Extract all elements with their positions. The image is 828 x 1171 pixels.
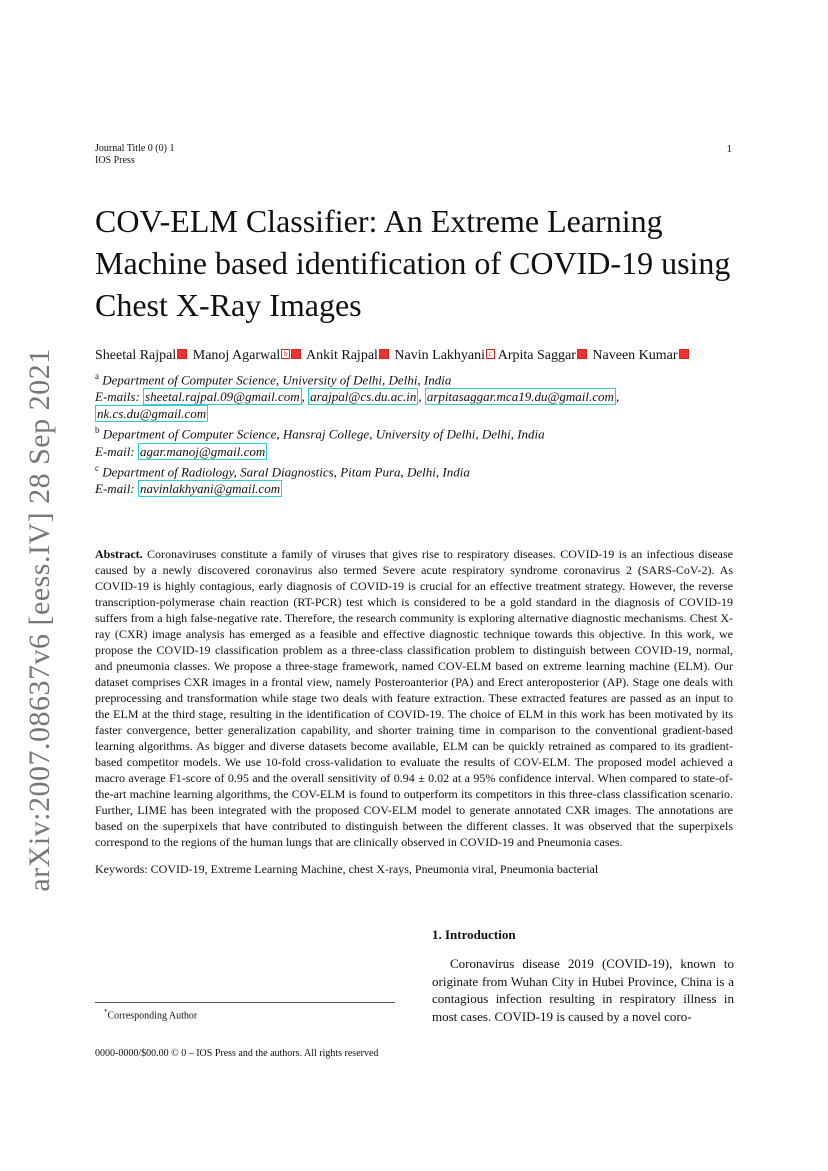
author-name: Manoj Agarwal (192, 348, 281, 363)
paper-title: COV-ELM Classifier: An Extreme Learning Machine based identification of COVID-19 using Chest X-Ray Images (95, 203, 731, 323)
copyright: 0000-0000/$00.00 © 0 – IOS Press and the authors. All rights reserved (95, 1048, 379, 1059)
emails-b: E-mail: agar.manoj@gmail.com (95, 443, 266, 459)
affiliation-c: $^c$ Department of Radiology, Saral Diagnostics, Pitam Pura, Delhi, India (95, 462, 470, 479)
author-name: Arpita Saggar (497, 348, 576, 363)
affiliations (95, 368, 745, 497)
author-list (95, 347, 691, 365)
keywords: Keywords: COVID-19, Extreme Learning Machine, chest X-rays, Pneumonia viral, Pneumonia bacterial (95, 862, 599, 876)
email-link[interactable]: nk.cs.du@gmail.com (97, 406, 207, 422)
emails-c: E-mail: navinlakhyani@gmail.com (95, 480, 281, 496)
abstract-label: Abstract. (95, 547, 143, 561)
author-name: Ankit Rajpal (305, 348, 378, 363)
orcid-icon[interactable] (679, 349, 689, 359)
publisher: IOS Press (95, 155, 135, 166)
journal-header (95, 143, 174, 167)
orcid-icon[interactable] (379, 349, 389, 359)
emails-a: E-mails: sheetal.rajpal.09@gmail.com , arajpal@cs.du.ac.in , arpitasaggar.mca19.du@gmail.com , (95, 389, 620, 405)
footnote-rule (95, 1002, 395, 1003)
email-link[interactable]: arajpal@cs.du.ac.in (310, 389, 417, 405)
affiliation-mark[interactable]: c (486, 349, 495, 359)
arxiv-stamp: arXiv:2007.08637v6 [eess.IV] 28 Sep 2021 (23, 348, 56, 892)
orcid-icon[interactable] (291, 349, 301, 359)
author-name: Navin Lakhyani (394, 348, 486, 363)
email-link[interactable]: sheetal.rajpal.09@gmail.com (145, 389, 300, 405)
email-link[interactable]: navinlakhyani@gmail.com (139, 480, 281, 496)
footnote: *Corresponding Author (104, 1008, 198, 1022)
affiliation-mark[interactable]: b (281, 349, 290, 359)
section-heading: 1. Introduction (432, 927, 516, 942)
email-link[interactable]: agar.manoj@gmail.com (139, 443, 266, 459)
abstract-text: Coronaviruses constitute a family of viruses that gives rise to respiratory diseases. COVID-19 is an infectious disease caused by a newly discovered coronavirus also termed Severe acute respiratory syndrome coronavirus 2 (SARS-CoV-2). As COVID-19 is highly contagious, early diagnosis of COVID-19 is crucial for an effective treatment strategy. However, the reverse transcription-polymerase chain reaction (RT-PCR) test which is considered to be a gold standard in the diagnosis of COVID-19 suffers from a high false-negative rate. Therefore, the research community is exploring alternative diagnostic mechanisms. Chest X-ray (CXR) image analysis has emerged as a feasible and effective diagnostic technique towards this objective. In this work, we propose the COVID-19 classification problem as a three-class classification problem to distinguish between COVID-19, normal, and pneumonia classes. We propose a three-stage framework, named COV-ELM based on extreme learning machine (ELM). Our dataset comprises CXR images in a frontal view, namely Posteroanterior (PA) and Erect anteroposterior (AP). Stage one deals with preprocessing and transformation while stage two deals with feature extraction. These extracted features are passed as an input to the ELM at the third stage, resulting in the identification of COVID-19. The choice of ELM in this work has been motivated by its faster convergence, better generalization capability, and shorter training time in comparison to the conventional gradient-based learning algorithms. As bigger and diverse datasets become available, ELM can be quickly retrained as compared to its gradient-based competitor models. We use 10-fold cross-validation to evaluate the results of COV-ELM. The proposed model achieved a macro average F1-score of 0.95 and the overall sensitivity of 0.94 ± 0.02 at a 95% confidence interval. When compared to state-of-the-art machine learning algorithms, the COV-ELM is found to outperform its competitors in this three-class classification scenario. Further, LIME has been integrated with the proposed COV-ELM model to generate annotated CXR images. The annotations are based on the superpixels that have contributed to distinguish between the different classes. It was observed that the superpixels correspond to the regions of the human lungs that are clinically observed in COVID-19 and Pneumonia cases. (95, 547, 734, 849)
author-name: Sheetal Rajpal (95, 348, 177, 363)
abstract (95, 546, 733, 850)
orcid-icon[interactable] (177, 349, 187, 359)
intro-paragraph: Coronavirus disease 2019 (COVID-19), known to originate from Wuhan City in Hubei Province, China is a contagious infection resulting in respiratory illness in most cases. COVID-19 is caused by a novel coro- (432, 956, 734, 1024)
affiliation-b: $^b$ Department of Computer Science, Hansraj College, University of Delhi, Delhi, India (95, 425, 545, 442)
journal-title: Journal Title 0 (0) 1 (95, 143, 175, 154)
author-name: Naveen Kumar (592, 348, 678, 363)
affiliation-a: $^a$ Department of Computer Science, University of Delhi, Delhi, India (95, 371, 452, 388)
orcid-icon[interactable] (577, 349, 587, 359)
page-number: 1 (726, 143, 732, 155)
email-link[interactable]: arpitasaggar.mca19.du@gmail.com (426, 389, 614, 405)
